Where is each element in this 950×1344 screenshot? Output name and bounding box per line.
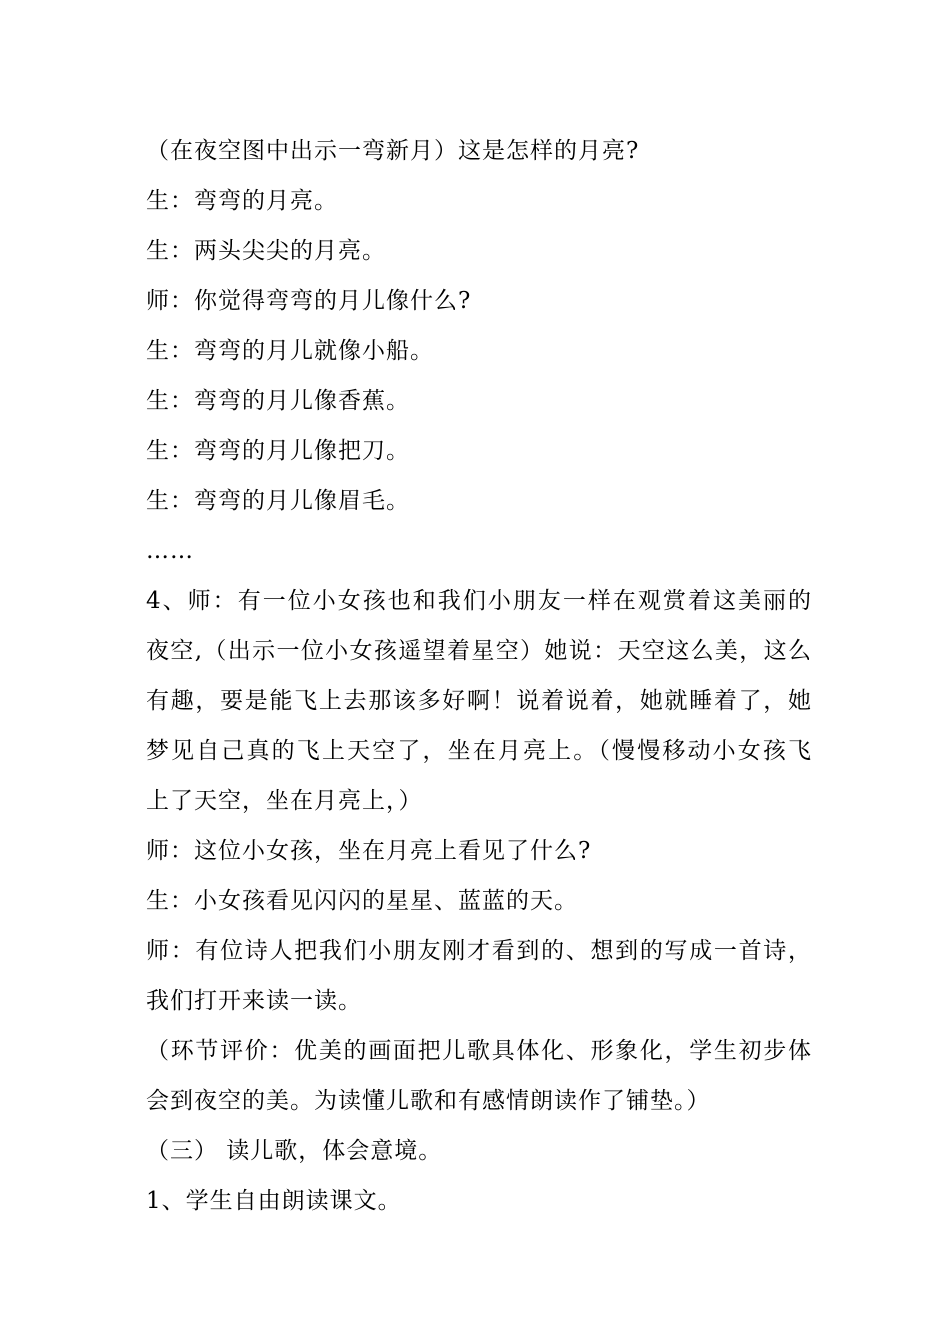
paragraph-line: 生：弯弯的月儿像香蕉。: [146, 388, 410, 414]
paragraph-line: 有趣，要是能飞上去那该多好啊！说着说着，她就睡着了，她: [146, 688, 812, 714]
paragraph-line: 生：弯弯的月儿像眉毛。: [146, 488, 410, 514]
paragraph-line: 生：小女孩看见闪闪的星星、蓝蓝的天。: [146, 888, 578, 914]
paragraph-line: 师：你觉得弯弯的月儿像什么?: [146, 288, 472, 314]
paragraph-line: 夜空,（出示一位小女孩遥望着星空）她说：天空这么美，这么: [146, 638, 812, 664]
paragraph-line: 梦见自己真的飞上天空了，坐在月亮上。（慢慢移动小女孩飞: [146, 738, 812, 764]
paragraph-line: （环节评价：优美的画面把儿歌具体化、形象化，学生初步体: [146, 1038, 812, 1064]
paragraph-line: 我们打开来读一读。: [146, 988, 362, 1014]
paragraph-line: 师：这位小女孩，坐在月亮上看见了什么?: [146, 838, 592, 864]
paragraph-line: 上了天空，坐在月亮上，）: [146, 788, 423, 814]
paragraph-line: 生：弯弯的月亮。: [146, 188, 338, 214]
document-body: [146, 126, 812, 1226]
paragraph-line: 1、学生自由朗读课文。: [146, 1188, 402, 1214]
paragraph-line: 会到夜空的美。为读懂儿歌和有感情朗读作了铺垫。）: [146, 1088, 711, 1114]
paragraph-line: 生：弯弯的月儿就像小船。: [146, 338, 434, 364]
section-heading: （三） 读儿歌，体会意境。: [146, 1138, 443, 1164]
paragraph-line: 师：有位诗人把我们小朋友刚才看到的、想到的写成一首诗，: [146, 938, 812, 964]
paragraph-line: （在夜空图中出示一弯新月）这是怎样的月亮?: [146, 138, 640, 164]
ellipsis-line: ……: [146, 538, 194, 564]
paragraph-line: 生：两头尖尖的月亮。: [146, 238, 386, 264]
paragraph-line: 生：弯弯的月儿像把刀。: [146, 438, 410, 464]
paragraph-line: 4、师：有一位小女孩也和我们小朋友一样在观赏着这美丽的: [146, 588, 812, 614]
